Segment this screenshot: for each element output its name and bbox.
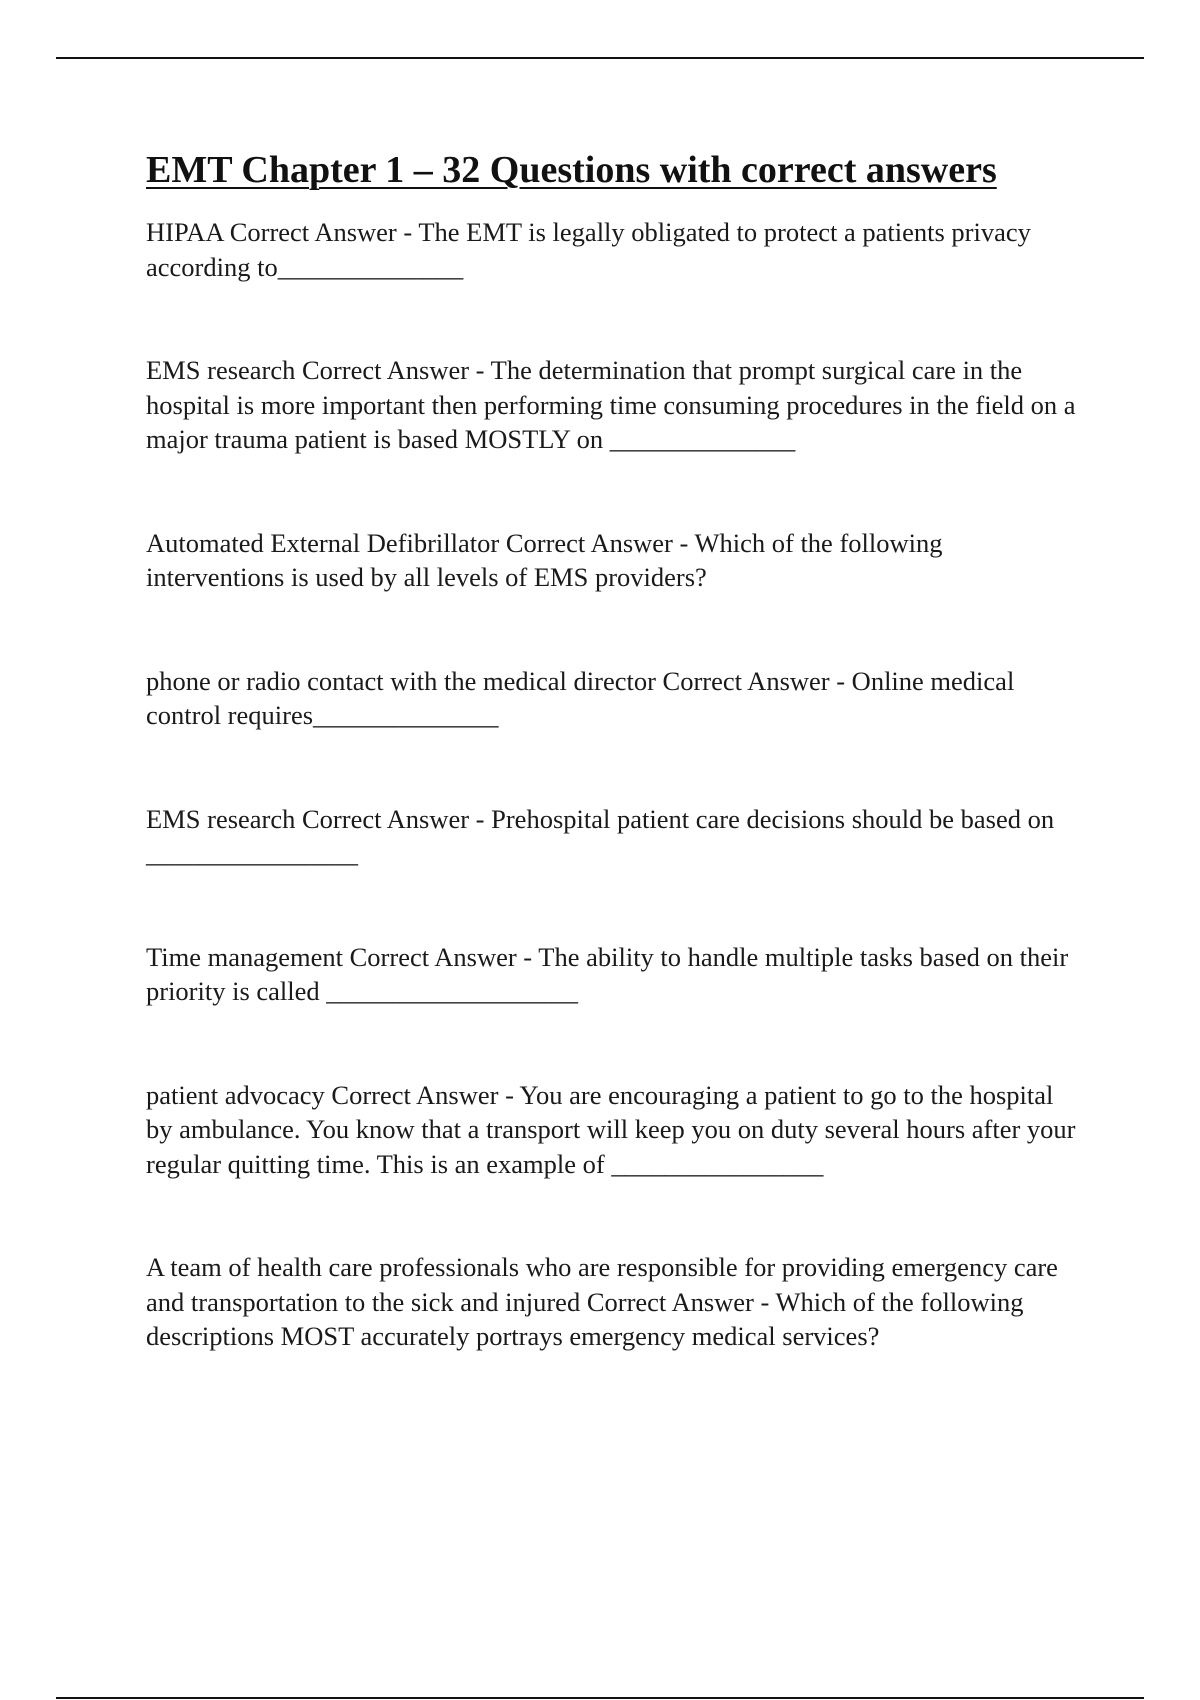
bottom-horizontal-rule (56, 1697, 1144, 1699)
document-body (146, 145, 1086, 1354)
qa-item: HIPAA Correct Answer - The EMT is legally obligated to protect a patients privacy according to______________ (146, 217, 1031, 282)
top-horizontal-rule (56, 57, 1144, 59)
document-title: EMT Chapter 1 – 32 Questions with correct answers (146, 149, 997, 191)
qa-item: phone or radio contact with the medical director Correct Answer - Online medical control requires______________ (146, 665, 1015, 730)
qa-list (146, 215, 1086, 1354)
qa-item: EMS research Correct Answer - Prehospital patient care decisions should be based on ________________ (146, 803, 1055, 868)
qa-item: Time management Correct Answer - The ability to handle multiple tasks based on their priority is called ___________________ (146, 941, 1069, 1006)
qa-item: A team of health care professionals who are responsible for providing emergency care and transportation to the sick and injured Correct Answer - Which of the following descriptions MOST accurately portrays emergency medical services? (146, 1252, 1058, 1351)
qa-item: EMS research Correct Answer - The determination that prompt surgical care in the hospital is more important then performing time consuming procedures in the field on a major trauma patient is based MOSTLY on ______________ (146, 355, 1076, 454)
qa-item: Automated External Defibrillator Correct Answer - Which of the following interventions is used by all levels of EMS providers? (146, 527, 943, 592)
qa-item: patient advocacy Correct Answer - You are encouraging a patient to go to the hospital by ambulance. You know that a transport will keep you on duty several hours after your regular quitting time. This is an example of ________________ (146, 1079, 1076, 1179)
